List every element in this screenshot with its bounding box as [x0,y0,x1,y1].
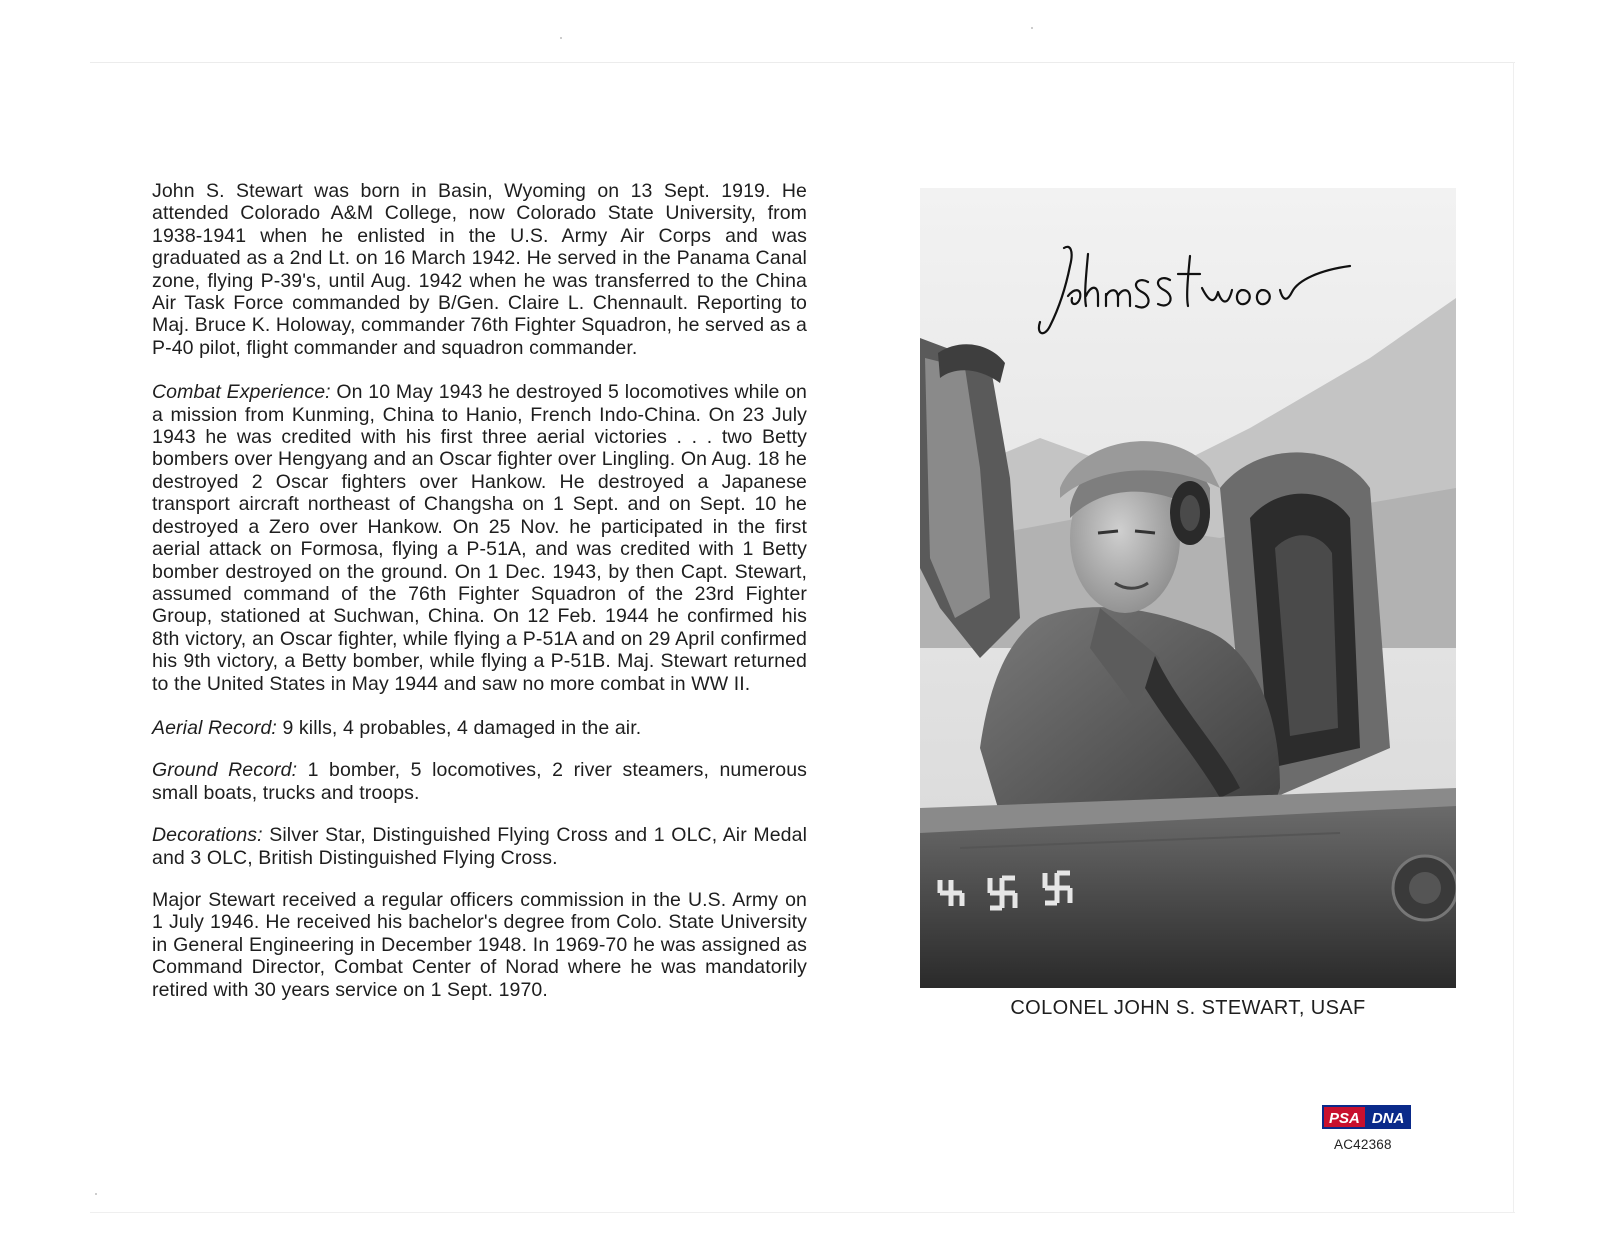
psa-logo-text: PSA [1322,1105,1365,1129]
photo-caption: COLONEL JOHN S. STEWART, USAF [1010,997,1366,1019]
aerial-record-paragraph [152,717,807,739]
aerial-record-text: 9 kills, 4 probables, 4 damaged in the air. [276,716,642,739]
ground-record-heading: Ground Record: [152,759,298,782]
psa-dna-logo [1322,1105,1411,1129]
ground-record-text: 1 bomber, 5 locomotives, 2 river steamers, numerous small boats, trucks and troops. [152,759,807,804]
decorations-paragraph [152,824,807,869]
certificate-number: AC42368 [1334,1137,1392,1152]
sheet-edge-right [1513,62,1514,1212]
combat-experience-text: On 10 May 1943 he destroyed 5 locomotives while on a mission from Kunming, China to Hanio, French Indo-China. On 23 July 1943 he was credited with his first three aerial victories . . . two Betty bombers over Hengyang and an Oscar fighter over Lingling. On Aug. 18 he destroyed 2 Oscar fighters over Hankow. He destroyed a Japanese transport aircraft northeast of Changsha on 1 Sept. and on Sept. 10 he destroyed a Zero over Hankow. On 25 Nov. he participated in the first aerial attack on Formosa, flying a P-51A, and was credited with 1 Betty bomber destroyed on the ground. On 1 Dec. 1943, by then Capt. Stewart, assumed command of the 76th Fighter Squadron of the 23rd Fighter Group, stationed at Suchwan, China. On 12 Feb. 1944 he confirmed his 8th victory, an Oscar fighter, while flying a P-51A and on 29 April confirmed his 9th victory, a Betty bomber, while flying a P-51B. Maj. Stewart returned to the United States in May 1944 and saw no more combat in WW II. [152,381,807,695]
sheet-edge-bottom [90,1212,1515,1213]
biography-text [152,180,807,1001]
aerial-record-heading: Aerial Record: [152,716,277,739]
decorations-heading: Decorations: [152,824,263,847]
bio-intro-paragraph: John S. Stewart was born in Basin, Wyoming on 13 Sept. 1919. He attended Colorado A&M College, now Colorado State University, from 1938-1941 when he enlisted in the U.S. Army Air Corps and was graduated as a 2nd Lt. on 16 March 1942. He served in the Panama Canal zone, flying P-39's, until Aug. 1942 when he was transferred to the China Air Task Force commanded by B/Gen. Claire L. Chennault. Reporting to Maj. Bruce K. Holoway, commander 76th Fighter Squadron, he served as a P-40 pilot, flight commander and squadron commander. [152,180,807,359]
paper-speck [560,37,562,39]
decorations-text: Silver Star, Distinguished Flying Cross and 1 OLC, Air Medal and 3 OLC, British Distinguished Flying Cross. [152,824,807,869]
ground-record-paragraph [152,759,807,804]
bio-closing-paragraph: Major Stewart received a regular officers commission in the U.S. Army on 1 July 1946. He received his bachelor's degree from Colo. State University in General Engineering in December 1948. In 1969-70 he was assigned as Command Director, Combat Center of Norad where he was mandatorily retired with 30 years service on 1 Sept. 1970. [152,888,807,1001]
combat-experience-paragraph [152,381,807,695]
paper-speck [1031,27,1033,29]
combat-experience-heading: Combat Experience: [152,381,331,404]
sheet-edge-top [90,62,1515,63]
paper-speck [95,1193,97,1195]
dna-logo-text: DNA [1365,1105,1412,1129]
autograph-signature [1030,226,1360,346]
